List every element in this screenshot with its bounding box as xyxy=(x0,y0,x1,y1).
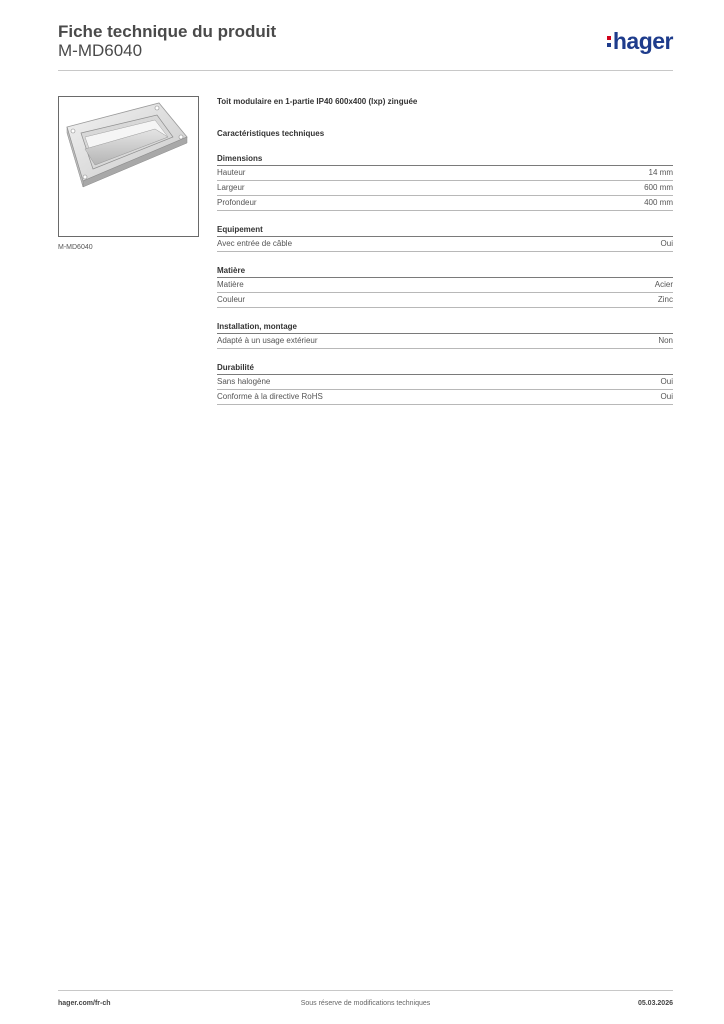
spec-value: Zinc xyxy=(657,295,673,304)
spec-row xyxy=(217,390,673,405)
spec-row xyxy=(217,375,673,390)
spec-label: Largeur xyxy=(217,183,245,192)
modular-roof-icon xyxy=(59,97,198,236)
footer-website-link[interactable]: hager.com/fr-ch xyxy=(58,1000,111,1007)
logo-text: hager xyxy=(612,27,673,54)
spec-value: Non xyxy=(658,336,673,345)
spec-row xyxy=(217,181,673,196)
spec-group-dimensions xyxy=(217,153,673,211)
spec-label: Couleur xyxy=(217,295,246,304)
product-name: Toit modulaire en 1-partie IP40 600x400 (lxp) zinguée xyxy=(217,97,418,106)
spec-label: Conforme à la directive RoHS xyxy=(217,392,323,401)
spec-label: Matière xyxy=(217,280,244,289)
spec-row xyxy=(217,237,673,252)
technical-characteristics-heading: Caractéristiques techniques xyxy=(217,129,325,138)
spec-group-material xyxy=(217,265,673,308)
spec-group-title: Equipement xyxy=(217,224,673,237)
spec-row xyxy=(217,334,673,349)
image-caption: M-MD6040 xyxy=(58,244,93,251)
product-reference: M-MD6040 xyxy=(58,41,143,60)
hager-logo xyxy=(607,27,673,54)
product-details xyxy=(217,96,673,405)
logo-dots-icon xyxy=(607,36,611,47)
footer-date: 05.03.2026 xyxy=(637,1000,673,1007)
spec-value: Oui xyxy=(660,239,673,248)
spec-value: Oui xyxy=(660,392,673,401)
product-image xyxy=(58,96,199,237)
spec-label: Hauteur xyxy=(217,168,246,177)
spec-value: 14 mm xyxy=(648,168,673,177)
spec-row xyxy=(217,278,673,293)
page-title: Fiche technique du produit xyxy=(58,22,277,41)
spec-label: Profondeur xyxy=(217,198,257,207)
footer-disclaimer: Sous réserve de modifications techniques xyxy=(300,1000,431,1007)
spec-value: Oui xyxy=(660,377,673,386)
spec-group-installation xyxy=(217,321,673,349)
spec-row xyxy=(217,293,673,308)
spec-group-title: Dimensions xyxy=(217,153,673,166)
spec-row xyxy=(217,196,673,211)
spec-value: 400 mm xyxy=(644,198,673,207)
spec-group-equipment xyxy=(217,224,673,252)
spec-label: Avec entrée de câble xyxy=(217,239,293,248)
spec-group-title: Durabilité xyxy=(217,362,673,375)
spec-group-title: Installation, montage xyxy=(217,321,673,334)
spec-label: Sans halogène xyxy=(217,377,271,386)
spec-label: Adapté à un usage extérieur xyxy=(217,336,318,345)
spec-group-durability xyxy=(217,362,673,405)
page-header xyxy=(58,22,673,71)
page-footer xyxy=(58,990,673,1012)
spec-row xyxy=(217,166,673,181)
spec-value: Acier xyxy=(654,280,673,289)
spec-group-title: Matière xyxy=(217,265,673,278)
spec-value: 600 mm xyxy=(644,183,673,192)
